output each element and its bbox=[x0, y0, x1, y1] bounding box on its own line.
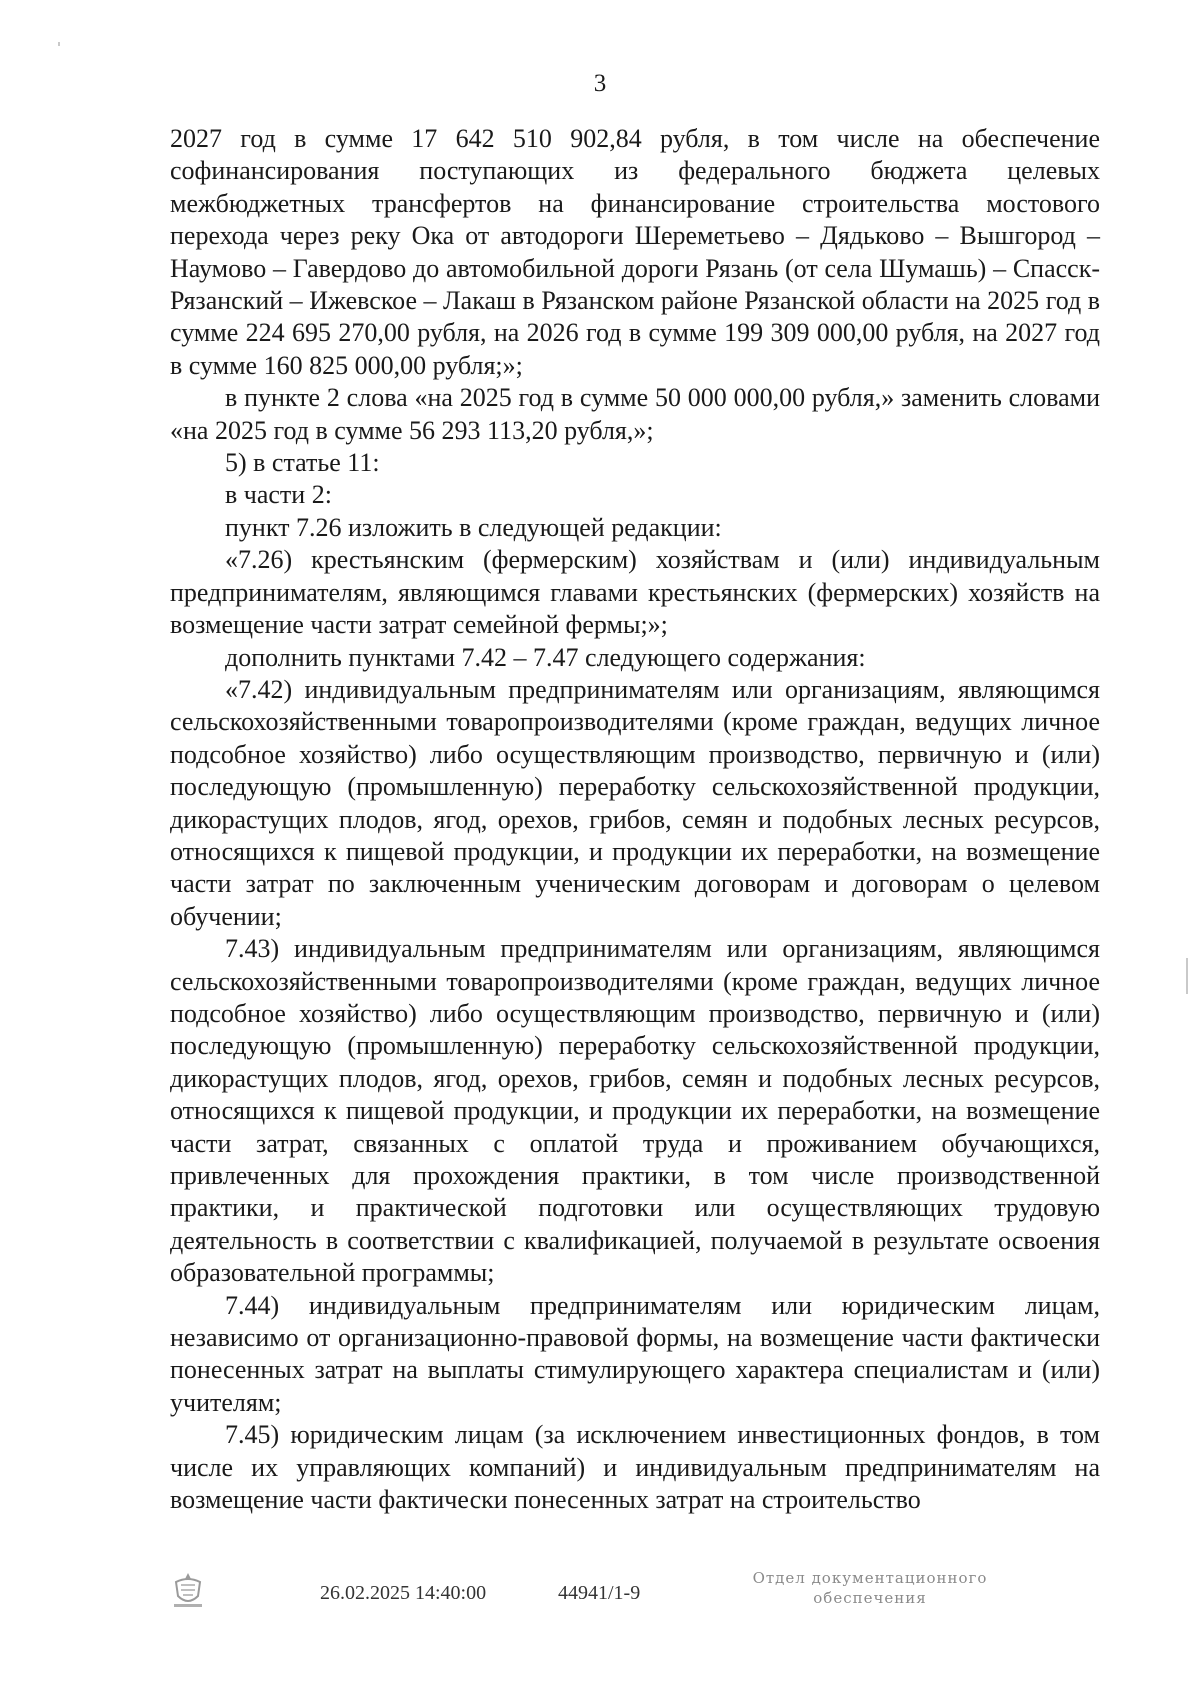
page-number: 3 bbox=[593, 70, 607, 97]
document-footer bbox=[0, 1568, 1200, 1628]
stamp-line: обеспечения bbox=[813, 1589, 927, 1607]
timestamp: 26.02.2025 14:40:00 bbox=[320, 1582, 487, 1604]
paragraph: в части 2: bbox=[225, 480, 332, 510]
paragraph: в пункте 2 слова «на 2025 год в сумме 50 000 000,00 рубля,» заменить словами «на 2025 год в сумме 56 293 113,20 рубля,»; bbox=[170, 383, 1100, 445]
paragraph: пункт 7.26 изложить в следующей редакции: bbox=[225, 512, 722, 542]
coat-of-arms-icon bbox=[168, 1570, 208, 1610]
document-body bbox=[170, 123, 1100, 1516]
paragraph: «7.42) индивидуальным предпринимателям или организациям, являющимся сельскохозяйственными товаропроизводителями (кроме граждан, ведущих личное подсобное хозяйство) либо осуществляющим производство, первичную и (или) последующую (промышленную) переработку сельскохозяйственной продукции, дикорастущих плодов, ягод, орехов, грибов, семян и подобных лесных ресурсов, относящихся к пищевой продукции, и продукции их переработки, на возмещение части затрат по заключенным ученическим договорам и договорам о целевом обучении; bbox=[170, 674, 1100, 931]
paragraph: дополнить пунктами 7.42 – 7.47 следующего содержания: bbox=[225, 642, 866, 672]
paragraph: 2027 год в сумме 17 642 510 902,84 рубля, в том числе на обеспечение софинансирования поступающих из федерального бюджета целевых межбюджетных трансфертов на финансирование строительства мостового перехода через реку Ока от автодороги Шереметьево – Дядьково – Вышгород – Наумово – Гавердово до автомобильной дороги Рязань (от села Шумашь) – Спасск-Рязанский – Ижевское – Лакаш в Рязанском районе Рязанской области на 2025 год в сумме 224 695 270,00 рубля, на 2026 год в сумме 199 309 000,00 рубля, на 2027 год в сумме 160 825 000,00 рубля;»; bbox=[170, 124, 1100, 380]
paragraph: 7.43) индивидуальным предпринимателям или организациям, являющимся сельскохозяйственными товаропроизводителями (кроме граждан, ведущих личное подсобное хозяйство) либо осуществляющим производство, первичную и (или) последующую (промышленную) переработку сельскохозяйственной продукции, дикорастущих плодов, ягод, орехов, грибов, семян и подобных лесных ресурсов, относящихся к пищевой продукции, и продукции их переработки, на возмещение части затрат, связанных с оплатой труда и проживанием обучающихся, привлеченных для прохождения практики, в том числе производственной практики, и практической подготовки или осуществляющих трудовую деятельность в соответствии с квалификацией, получаемой в результате освоения образовательной программы; bbox=[170, 934, 1100, 1288]
scan-artifact bbox=[58, 42, 60, 46]
department-stamp bbox=[720, 1568, 1020, 1608]
scan-artifact bbox=[1186, 958, 1188, 994]
stamp-line: Отдел документационного bbox=[752, 1569, 988, 1587]
document-number: 44941/1-9 bbox=[558, 1582, 641, 1604]
paragraph: 5) в статье 11: bbox=[225, 448, 380, 478]
paragraph: «7.26) крестьянским (фермерским) хозяйствам и (или) индивидуальным предпринимателям, являющимся главами крестьянских (фермерских) хозяйств на возмещение части затрат семейной фермы;»; bbox=[170, 545, 1100, 640]
paragraph: 7.44) индивидуальным предпринимателям или юридическим лицам, независимо от организационно-правовой формы, на возмещение части фактически понесенных затрат на выплаты стимулирующего характера специалистам и (или) учителям; bbox=[170, 1290, 1100, 1417]
paragraph: 7.45) юридическим лицам (за исключением инвестиционных фондов, в том числе их управляющих компаний) и индивидуальным предпринимателям на возмещение части фактически понесенных затрат на строительство bbox=[170, 1420, 1100, 1515]
